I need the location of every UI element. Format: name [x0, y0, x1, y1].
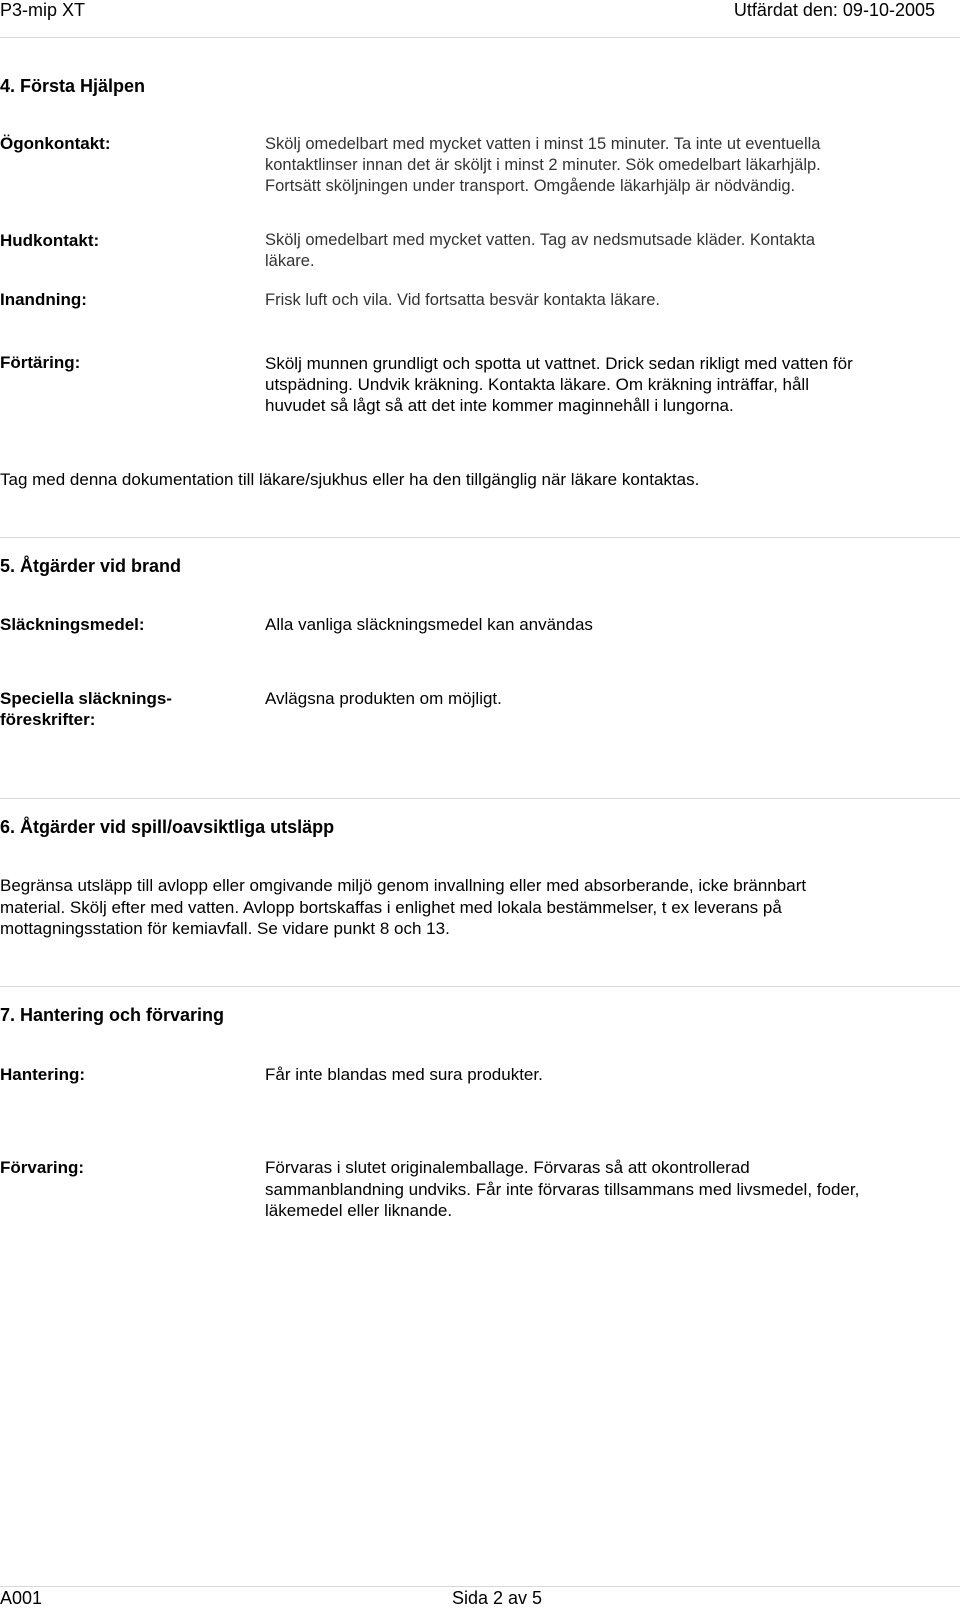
- ingestion-text-line: huvudet så lågt så att det inte kommer maginnehåll i lungorna.: [265, 396, 734, 415]
- ingestion-label: Förtäring:: [0, 353, 81, 372]
- divider: [0, 37, 960, 38]
- ingestion-text-line: utspädning. Undvik kräkning. Kontakta läkare. Om kräkning inträffar, håll: [265, 375, 809, 394]
- section-title-fire: 5. Åtgärder vid brand: [0, 556, 182, 576]
- eye-contact-text-line: Skölj omedelbart med mycket vatten i minst 15 minuter. Ta inte ut eventuella: [265, 135, 821, 153]
- storage-label: Förvaring:: [0, 1158, 85, 1177]
- special-instructions-text: Avlägsna produkten om möjligt.: [265, 689, 502, 708]
- product-name: P3-mip XT: [0, 0, 86, 20]
- spill-text-line: mottagningsstation för kemiavfall. Se vidare punkt 8 och 13.: [0, 919, 450, 938]
- section-title-first-aid: 4. Första Hjälpen: [0, 76, 146, 96]
- special-instructions-label-line: Speciella släcknings-: [0, 689, 172, 708]
- footer-divider: [0, 1586, 960, 1587]
- section-title-handling-storage: 7. Hantering och förvaring: [0, 1005, 225, 1025]
- ingestion-text-line: Skölj munnen grundligt och spotta ut vattnet. Drick sedan rikligt med vatten för: [265, 354, 853, 373]
- handling-text: Får inte blandas med sura produkter.: [265, 1065, 543, 1084]
- spill-text-line: material. Skölj efter med vatten. Avlopp bortskaffas i enlighet med lokala bestämmelser, t ex leverans på: [0, 898, 782, 917]
- page-number: Sida 2 av 5: [452, 1588, 543, 1608]
- storage-text-line: Förvaras i slutet originalemballage. Förvaras så att okontrollerad: [265, 1158, 750, 1177]
- handling-label: Hantering:: [0, 1065, 85, 1084]
- section-title-spill: 6. Åtgärder vid spill/oavsiktliga utsläpp: [0, 817, 335, 837]
- storage-text-line: läkemedel eller liknande.: [265, 1201, 453, 1220]
- issue-date: Utfärdat den: 09-10-2005: [733, 0, 935, 20]
- extinguishing-media-text: Alla vanliga släckningsmedel kan användas: [265, 615, 593, 634]
- skin-contact-text-line: läkare.: [265, 252, 315, 270]
- skin-contact-label: Hudkontakt:: [0, 231, 100, 250]
- eye-contact-label: Ögonkontakt:: [0, 134, 111, 153]
- eye-contact-text-line: Fortsätt sköljningen under transport. Omgående läkarhjälp är nödvändig.: [265, 177, 796, 195]
- eye-contact-text-line: kontaktlinser innan det är sköljt i minst 2 minuter. Sök omedelbart läkarhjälp.: [265, 156, 821, 174]
- extinguishing-media-label: Släckningsmedel:: [0, 615, 145, 634]
- document-code: A001: [0, 1588, 43, 1608]
- storage-text-line: sammanblandning undviks. Får inte förvaras tillsammans med livsmedel, foder,: [265, 1180, 860, 1199]
- spill-text-line: Begränsa utsläpp till avlopp eller omgivande miljö genom invallning eller med absorberande, icke brännbart: [0, 876, 807, 895]
- divider: [0, 798, 960, 799]
- inhalation-label: Inandning:: [0, 290, 87, 309]
- inhalation-text: Frisk luft och vila. Vid fortsatta besvär kontakta läkare.: [265, 291, 660, 309]
- divider: [0, 537, 960, 538]
- skin-contact-text-line: Skölj omedelbart med mycket vatten. Tag av nedsmutsade kläder. Kontakta: [265, 231, 815, 249]
- divider: [0, 986, 960, 987]
- special-instructions-label-line: föreskrifter:: [0, 710, 96, 729]
- first-aid-note: Tag med denna dokumentation till läkare/sjukhus eller ha den tillgänglig när läkare kontaktas.: [0, 470, 700, 489]
